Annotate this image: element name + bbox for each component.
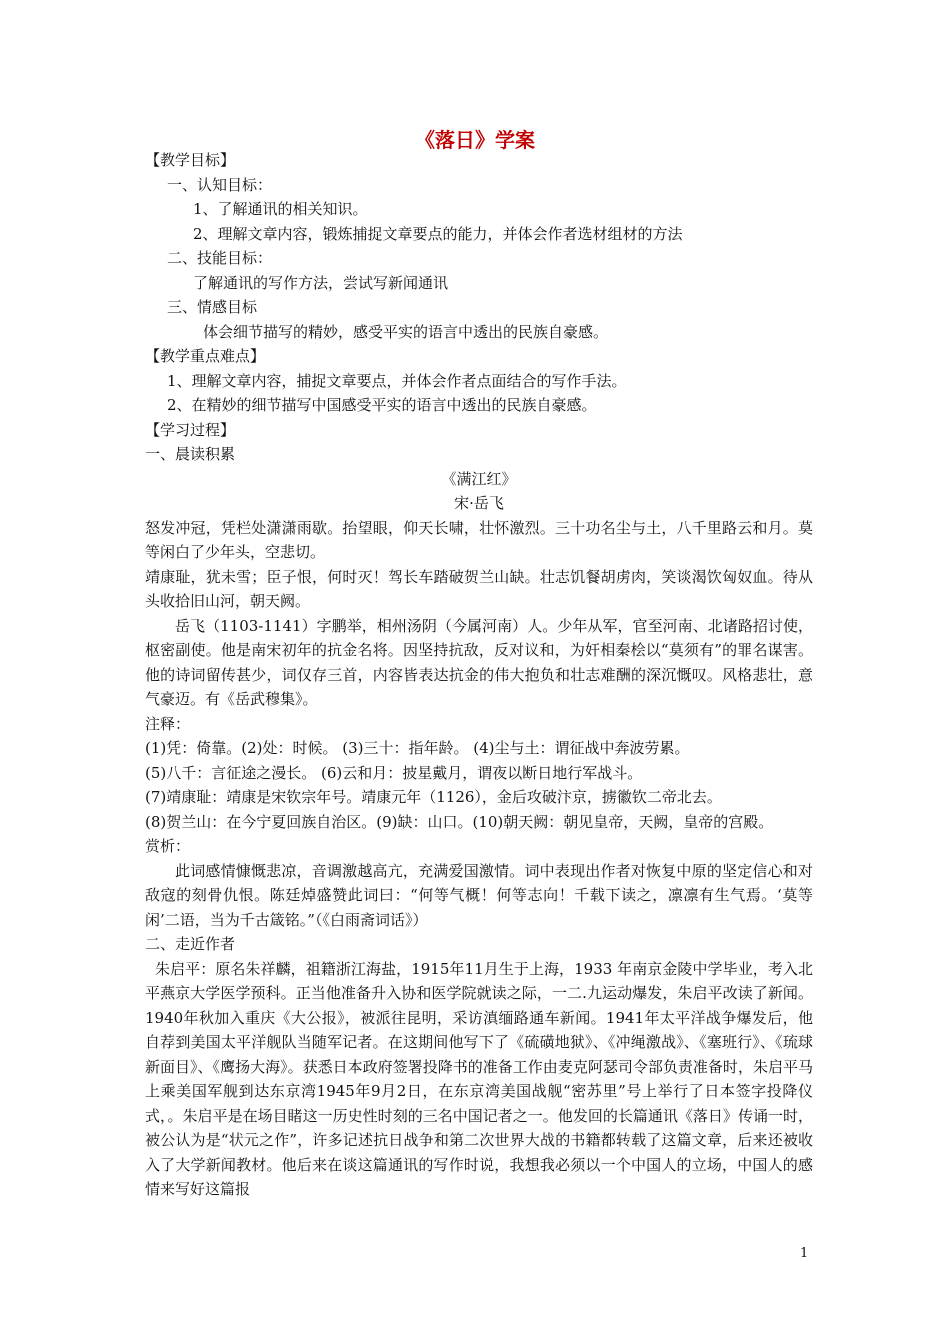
text-line: (1)凭：倚靠。(2)处：时候。 (3)三十：指年龄。 (4)尘与土：谓征战中奔波劳累。 [145, 739, 690, 757]
text-line: 一、晨读积累 [145, 445, 236, 463]
text-line: 此词感情慷慨悲凉，音调激越高亢，充满爱国激情。词中表现出作者对恢复中原的坚定信心和对敌寇的刻骨仇恨。陈廷焯盛赞此词曰：“何等气概！何等志向！千载下读之，凛凛有生气焉。‘莫等闲’二语，当为千古箴铭。”（《白雨斋词话》） [145, 861, 813, 929]
text-line: 靖康耻，犹未雪；臣子恨，何时灭！驾长车踏破贺兰山缺。壮志饥餐胡虏肉，笑谈渴饮匈奴血。待从头收拾旧山河，朝天阙。 [145, 567, 813, 610]
page-title: 《落日》学案 [415, 128, 535, 152]
text-line: 【学习过程】 [145, 420, 236, 439]
text-line: (7)靖康耻：靖康是宋钦宗年号。靖康元年（1126），金后攻破汴京，掳徽钦二帝北去。 [145, 788, 722, 806]
text-line: (5)八千：言征途之漫长。 (6)云和月：披星戴月，谓夜以断日地行军战斗。 [145, 763, 643, 782]
text-line: 【教学目标】 [145, 151, 236, 169]
text-line: (8)贺兰山：在今宁夏回族自治区。(9)缺：山口。(10)朝天阙：朝见皇帝，天阙，皇帝的宫殿。 [145, 812, 774, 831]
document-body [145, 148, 813, 1202]
text-line: 二、技能目标： [167, 249, 273, 267]
text-line: 三、情感目标 [167, 298, 258, 316]
text-line: 1、了解通讯的相关知识。 [193, 200, 368, 218]
text-line: 了解通讯的写作方法，尝试写新闻通讯 [193, 273, 449, 292]
text-line: 岳飞（1103-1141）字鹏举，相州汤阴（今属河南）人。少年从军，官至河南、北诸路招讨使，枢密副使。他是南宋初年的抗金名将。因坚持抗敌，反对议和，为奸相秦桧以“莫须有”的罪名谋害。他的诗词留传甚少，词仅存三首，内容皆表达抗金的伟大抱负和壮志难酬的深沉慨叹。风格悲壮，意气豪迈。有《岳武穆集》。 [145, 616, 813, 708]
page-number: 1 [800, 1246, 809, 1261]
text-line: 注释： [145, 714, 191, 733]
text-line: 朱启平：原名朱祥麟，祖籍浙江海盐，1915年11月生于上海，1933 年南京金陵中学毕业，考入北平燕京大学医学预科。正当他准备升入协和医学院就读之际，一二.九运动爆发，朱启平改读了新闻。1940年秋加入重庆《大公报》，被派往昆明，采访滇缅路通车新闻。1941年太平洋战争爆发后，他自荐到美国太平洋舰队当随军记者。在这期间他写下了《硫磺地狱》、《冲绳激战》、《塞班行》、《琉球新面目》、《鹰扬大海》。获悉日本政府签署投降书的准备工作由麦克阿瑟司令部负责准备时，朱启平马上乘美国军舰到达东京湾1945年9月2日，在东京湾美国战舰“密苏里”号上举行了日本签字投降仪式，。朱启平是在场目睹这一历史性时刻的三名中国记者之一。他发回的长篇通讯《落日》传诵一时，被公认为是“状元之作”，许多记述抗日战争和第二次世界大战的书籍都转载了这篇文章，后来还被收入了大学新闻教材。他后来在谈这篇通讯的写作时说，我想我必须以一个中国人的立场，中国人的感情来写好这篇报 [145, 959, 813, 1198]
text-line: 宋·岳飞 [454, 494, 504, 512]
text-line: 怒发冲冠，凭栏处潇潇雨歇。抬望眼，仰天长啸，壮怀激烈。三十功名尘与土，八千里路云和月。莫等闲白了少年头，空悲切。 [145, 518, 813, 561]
text-line: 2、在精妙的细节描写中国感受平实的语言中透出的民族自豪感。 [167, 396, 597, 414]
text-line: 《满江红》 [441, 469, 517, 488]
text-line: 【教学重点难点】 [145, 347, 266, 365]
text-line: 2、理解文章内容，锻炼捕捉文章要点的能力，并体会作者选材组材的方法 [193, 224, 683, 243]
text-line: 体会细节描写的精妙，感受平实的语言中透出的民族自豪感。 [203, 322, 609, 341]
text-line: 一、认知目标： [167, 175, 273, 194]
text-line: 二、走近作者 [145, 935, 236, 953]
text-line: 1、理解文章内容，捕捉文章要点，并体会作者点面结合的写作手法。 [167, 371, 627, 390]
text-line: 赏析： [145, 837, 191, 855]
